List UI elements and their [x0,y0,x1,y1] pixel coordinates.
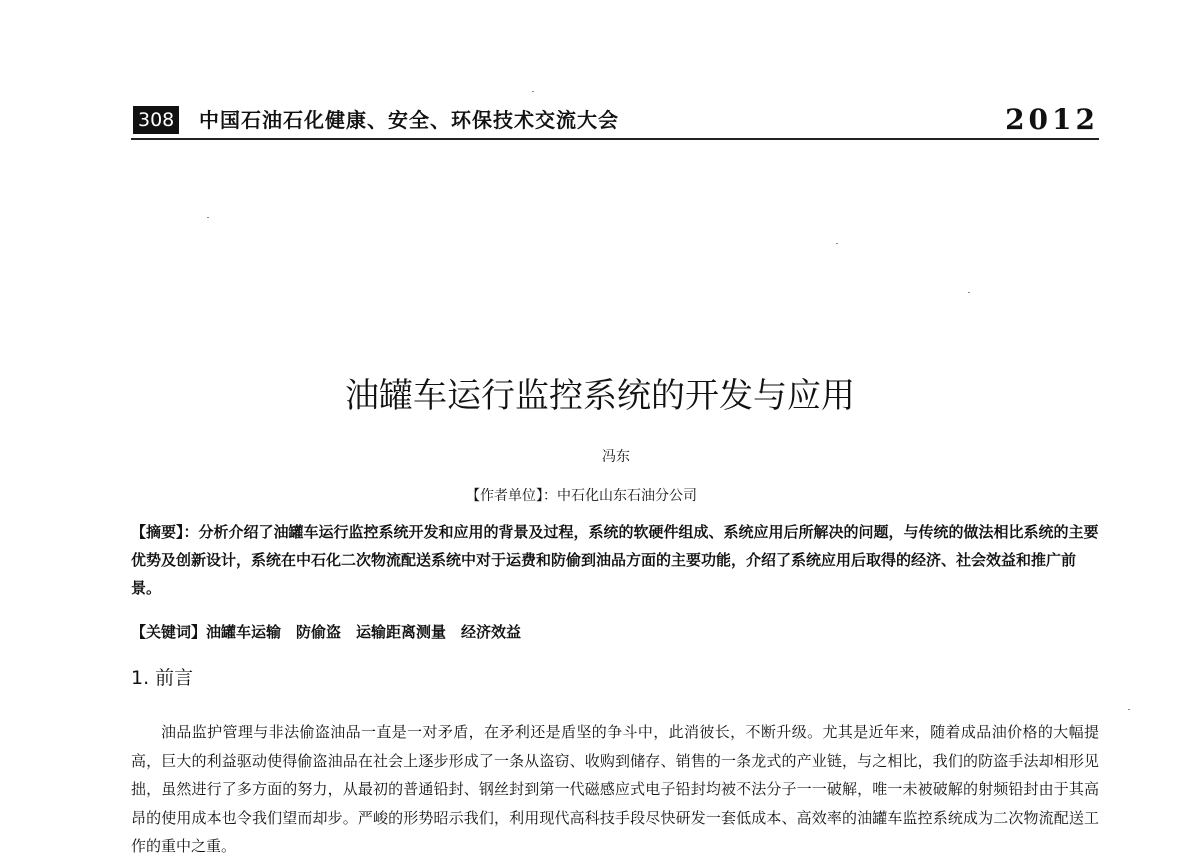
section-heading: 1. 前言 [131,667,194,689]
author-affiliation: 【作者单位】：中石化山东石油分公司 [466,488,697,504]
running-header [131,104,1099,140]
scan-speck [532,91,534,92]
header-rule [131,138,1099,140]
scan-speck [968,292,970,293]
conference-year: 2012 [1005,103,1099,136]
scan-speck [836,243,838,244]
keywords: 【关键词】油罐车运输 防偷盗 运输距离测量 经济效益 [131,623,522,641]
conference-title: 中国石油石化健康、安全、环保技术交流大会 [199,108,619,132]
body-paragraph: 油品监护管理与非法偷盗油品一直是一对矛盾，在矛利还是盾坚的争斗中，此消彼长，不断升级。尤其是近年来，随着成品油价格的大幅提高，巨大的利益驱动使得偷盗油品在社会上逐步形成了一条从盗窃、收购到储存、销售的一条龙式的产业链，与之相比，我们的防盗手法却相形见拙，虽然进行了多方面的努力，从最初的普通铅封、钢丝封到第一代磁感应式电子铅封均被不法分子一一破解，唯一未被破解的射频铅封由于其高昂的使用成本也令我们望而却步。严峻的形势昭示我们，利用现代高科技手段尽快研发一套低成本、高效率的油罐车监控系统成为二次物流配送工作的重中之重。 [131,723,1099,855]
page-number: 308 [133,106,179,134]
article-author: 冯东 [602,449,630,465]
abstract: 【摘要】：分析介绍了油罐车运行监控系统开发和应用的背景及过程，系统的软硬件组成、系统应用后所解决的问题，与传统的做法相比系统的主要优势及创新设计，系统在中石化二次物流配送系统中对于运费和防偷到油品方面的主要功能，介绍了系统应用后取得的经济、社会效益和推广前景。 [131,523,1099,597]
article-title: 油罐车运行监控系统的开发与应用 [345,376,855,416]
scan-speck [1128,709,1130,710]
scan-speck [207,217,209,218]
